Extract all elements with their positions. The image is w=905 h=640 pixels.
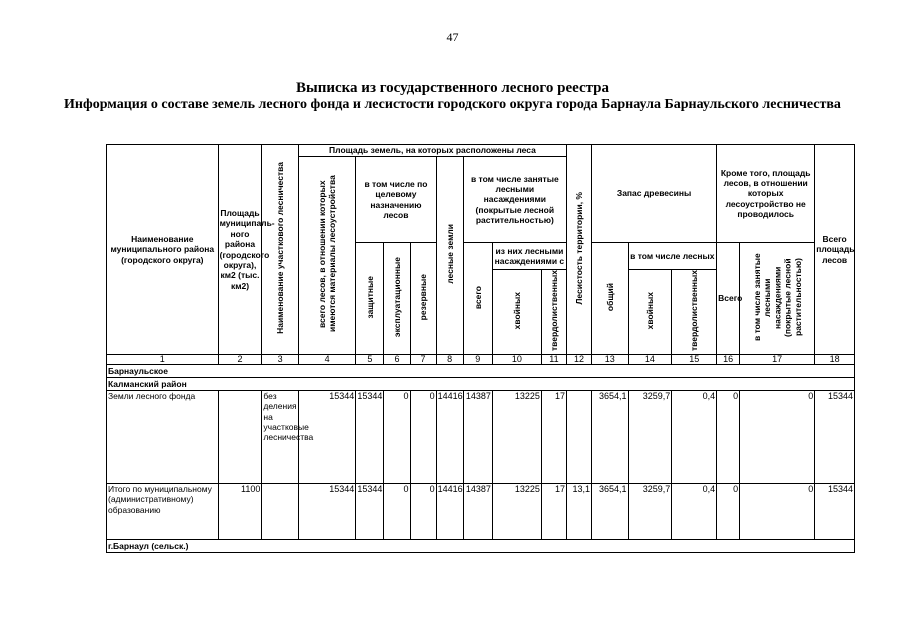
table-row — [107, 484, 855, 540]
cell-c8: 14416 — [436, 484, 463, 540]
col-num: 18 — [815, 355, 855, 365]
header-covered-total-cell — [463, 243, 492, 355]
row-name: Итого по муниципальному (административному) образованию — [107, 484, 219, 540]
header-protective: защитные — [364, 276, 375, 319]
header-stock-total: общий — [604, 283, 615, 312]
cell-c14: 3259,7 — [628, 391, 672, 484]
cell-c4: 15344 — [298, 484, 355, 540]
header-besides-covered-cell — [740, 243, 815, 355]
cell-c9: 14387 — [463, 391, 492, 484]
row-name: Земли лесного фонда — [107, 391, 219, 484]
col-num: 11 — [541, 355, 566, 365]
header-area-group: Площадь земель, на которых расположены леса — [298, 145, 566, 157]
cell-c7: 0 — [410, 484, 436, 540]
cell-c15: 0,4 — [672, 484, 717, 540]
section-barnaul: Барнаульское — [107, 365, 855, 378]
header-forest-cover-cell — [566, 145, 591, 355]
cell-c18: 15344 — [815, 484, 855, 540]
col-num: 8 — [436, 355, 463, 365]
header-district: Наименование участкового лесничества — [275, 162, 286, 335]
header-protective-cell — [356, 243, 384, 355]
header-reserve: резервные — [417, 274, 428, 321]
cell-c13: 3654,1 — [592, 391, 629, 484]
cell-c6: 0 — [384, 484, 410, 540]
header-forest-lands: лесные земли — [444, 224, 455, 285]
cell-c11: 17 — [541, 391, 566, 484]
header-stock-coniferous: хвойных — [644, 292, 655, 330]
col-num: 4 — [298, 355, 355, 365]
cell-c13: 3654,1 — [592, 484, 629, 540]
col-num: 3 — [262, 355, 299, 365]
header-area: Площадь муниципаль-ного района (городского округа), км2 (тыс. км2) — [218, 145, 262, 355]
col-num: 2 — [218, 355, 262, 365]
cell-area — [218, 391, 262, 484]
header-incl-forests-group: в том числе лесных — [628, 243, 717, 270]
header-besides-total: Всего — [717, 243, 740, 355]
cell-c10: 13225 — [492, 484, 541, 540]
header-stock-group: Запас древесины — [592, 145, 717, 243]
cell-c16: 0 — [717, 391, 740, 484]
col-num: 16 — [717, 355, 740, 365]
header-total-area: Всего площадь лесов — [815, 145, 855, 355]
header-stock-coniferous-cell — [628, 270, 672, 355]
header-reserve-cell — [410, 243, 436, 355]
cell-c5: 15344 — [356, 391, 384, 484]
cell-c15: 0,4 — [672, 391, 717, 484]
cell-c9: 14387 — [463, 484, 492, 540]
table-row — [107, 391, 855, 484]
cell-c18: 15344 — [815, 391, 855, 484]
col-num: 10 — [492, 355, 541, 365]
col-num: 13 — [592, 355, 629, 365]
cell-c16: 0 — [717, 484, 740, 540]
cell-c6: 0 — [384, 391, 410, 484]
cell-district — [262, 484, 299, 540]
col-num: 14 — [628, 355, 672, 365]
header-forest-lands-cell — [436, 157, 463, 355]
header-besides-group: Кроме того, площадь лесов, в отношении которых лесоустройство не проводилось — [717, 145, 815, 243]
document-subtitle: Информация о составе земель лесного фонда и лесистости городского округа города Барнаула Барнаульского лесничества — [64, 97, 841, 112]
forest-registry-table — [106, 144, 855, 553]
cell-c5: 15344 — [356, 484, 384, 540]
cell-c7: 0 — [410, 391, 436, 484]
cell-c17: 0 — [740, 391, 815, 484]
cell-c8: 14416 — [436, 391, 463, 484]
col-num: 17 — [740, 355, 815, 365]
cell-c10: 13225 — [492, 391, 541, 484]
header-hardwood: твердолиственных — [548, 270, 559, 352]
cell-c4: 15344 — [298, 391, 355, 484]
header-stock-hardwood-cell — [672, 270, 717, 355]
header-stock-total-cell — [592, 243, 629, 355]
col-num: 15 — [672, 355, 717, 365]
section-barnaul-city: г.Барнаул (сельск.) — [107, 540, 855, 553]
header-exploitation: эксплуатационные — [391, 257, 402, 338]
header-exploitation-cell — [384, 243, 410, 355]
header-covered-group: в том числе занятые лесными насаждениями (покрытые лесной растительностью) — [463, 157, 566, 243]
cell-c14: 3259,7 — [628, 484, 672, 540]
cell-c11: 17 — [541, 484, 566, 540]
header-purpose-group: в том числе по целевому назначению лесов — [356, 157, 436, 243]
header-municipality: Наименование муниципального района (городского округа) — [107, 145, 219, 355]
page-number: 47 — [446, 30, 459, 44]
header-besides-covered: в том числе занятые лесными насаждениями (покрытые лесной растительностью) — [751, 253, 803, 342]
header-coniferous-cell — [492, 270, 541, 355]
document-title: Выписка из государственного лесного реестра — [295, 80, 610, 96]
section-kalmansky: Калманский район — [107, 378, 855, 391]
cell-c12 — [566, 391, 591, 484]
col-num: 1 — [107, 355, 219, 365]
col-num: 5 — [356, 355, 384, 365]
header-covered-total: всего — [472, 285, 483, 309]
col-num: 12 — [566, 355, 591, 365]
col-num: 7 — [410, 355, 436, 365]
col-num: 6 — [384, 355, 410, 365]
column-number-row — [107, 355, 855, 365]
header-of-them-group: из них лесными насаждениями с — [492, 243, 566, 270]
cell-c12: 13,1 — [566, 484, 591, 540]
header-all-forests: всего лесов, в отношении которых имеются материалы лесоустройства — [316, 175, 338, 333]
header-coniferous: хвойных — [511, 292, 522, 330]
header-stock-hardwood: твердолиственных — [689, 270, 700, 352]
cell-c17: 0 — [740, 484, 815, 540]
header-all-forests-cell — [298, 157, 355, 355]
header-hardwood-cell — [541, 270, 566, 355]
col-num: 9 — [463, 355, 492, 365]
cell-area: 1100 — [218, 484, 262, 540]
header-forest-cover: Лесистость территории, % — [573, 192, 584, 305]
cell-district: без деления на участковые лесничества — [262, 391, 299, 484]
